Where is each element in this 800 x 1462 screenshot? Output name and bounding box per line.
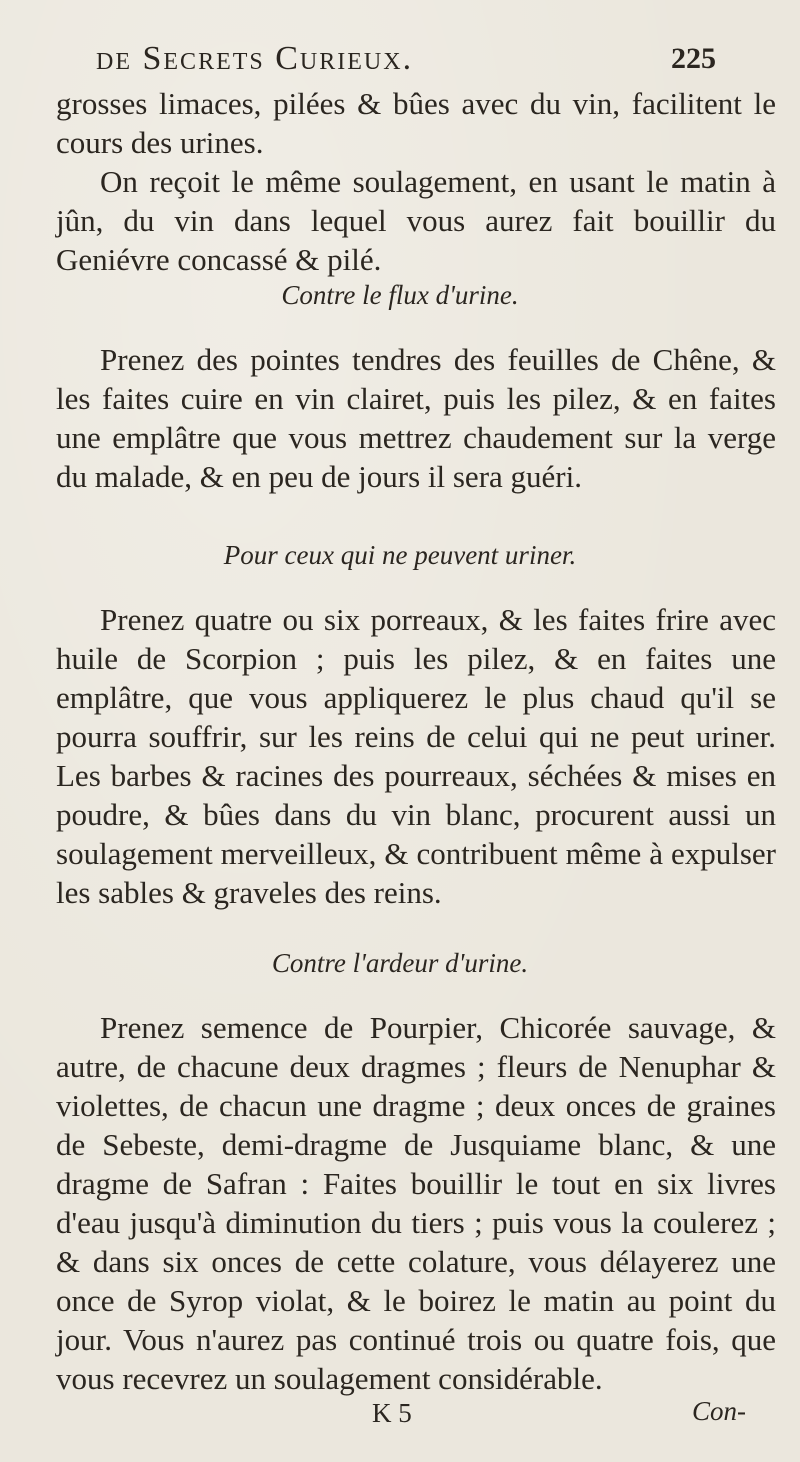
intro-paragraph: grosses limaces, pilées & bûes avec du vin, facilitent le cours des urines. [56, 86, 776, 160]
section-heading-flux: Contre le flux d'urine. [281, 280, 519, 310]
intro-text [56, 84, 776, 279]
running-title: de Secrets Curieux. [96, 40, 414, 77]
paragraph-uriner: Prenez quatre ou six porreaux, & les faites frire avec huile de Scorpion ; puis les pilez, & en faites une emplâtre, que vous appliquerez le plus chaud qu'il se pourra souffrir, sur les reins de celui qui ne peut uriner. Les barbes & racines des pourreaux, séchées & mises en poudre, & bûes dans du vin blanc, procurent aussi un soulagement merveilleux, & contribuent même à expulser les sables & graveles des reins. [56, 602, 776, 910]
section-text-uriner [56, 600, 776, 912]
signature-mark: K 5 [372, 1398, 412, 1428]
section-text-ardeur [56, 1008, 776, 1398]
section-heading-ardeur: Contre l'ardeur d'urine. [271, 948, 529, 978]
section-heading-uriner: Pour ceux qui ne peuvent uriner. [223, 540, 577, 570]
catchword: Con- [692, 1396, 746, 1426]
paragraph-flux: Prenez des pointes tendres des feuilles de Chêne, & les faites cuire en vin clairet, puis les pilez, & en faites une emplâtre que vous mettrez chaudement sur la verge du malade, & en peu de jours il sera guéri. [56, 342, 776, 494]
section-text-flux [56, 340, 776, 496]
page-number: 225 [671, 42, 716, 75]
intro-paragraph-2: On reçoit le même soulagement, en usant le matin à jûn, du vin dans lequel vous aurez fait bouillir du Geniévre concassé & pilé. [56, 164, 776, 277]
paragraph-ardeur: Prenez semence de Pourpier, Chicorée sauvage, & autre, de chacune deux dragmes ; fleurs de Nenuphar & violettes, de chacun une dragme ; deux onces de graines de Sebeste, demi-dragme de Jusquiame blanc, & une dragme de Safran : Faites bouillir le tout en six livres d'eau jusqu'à diminution du tiers ; puis vous la coulerez ; & dans six onces de cette colature, vous délayerez une once de Syrop violat, & le boirez le matin au point du jour. Vous n'aurez pas continué trois ou quatre fois, que vous recevrez un soulagement considérable. [56, 1010, 776, 1396]
